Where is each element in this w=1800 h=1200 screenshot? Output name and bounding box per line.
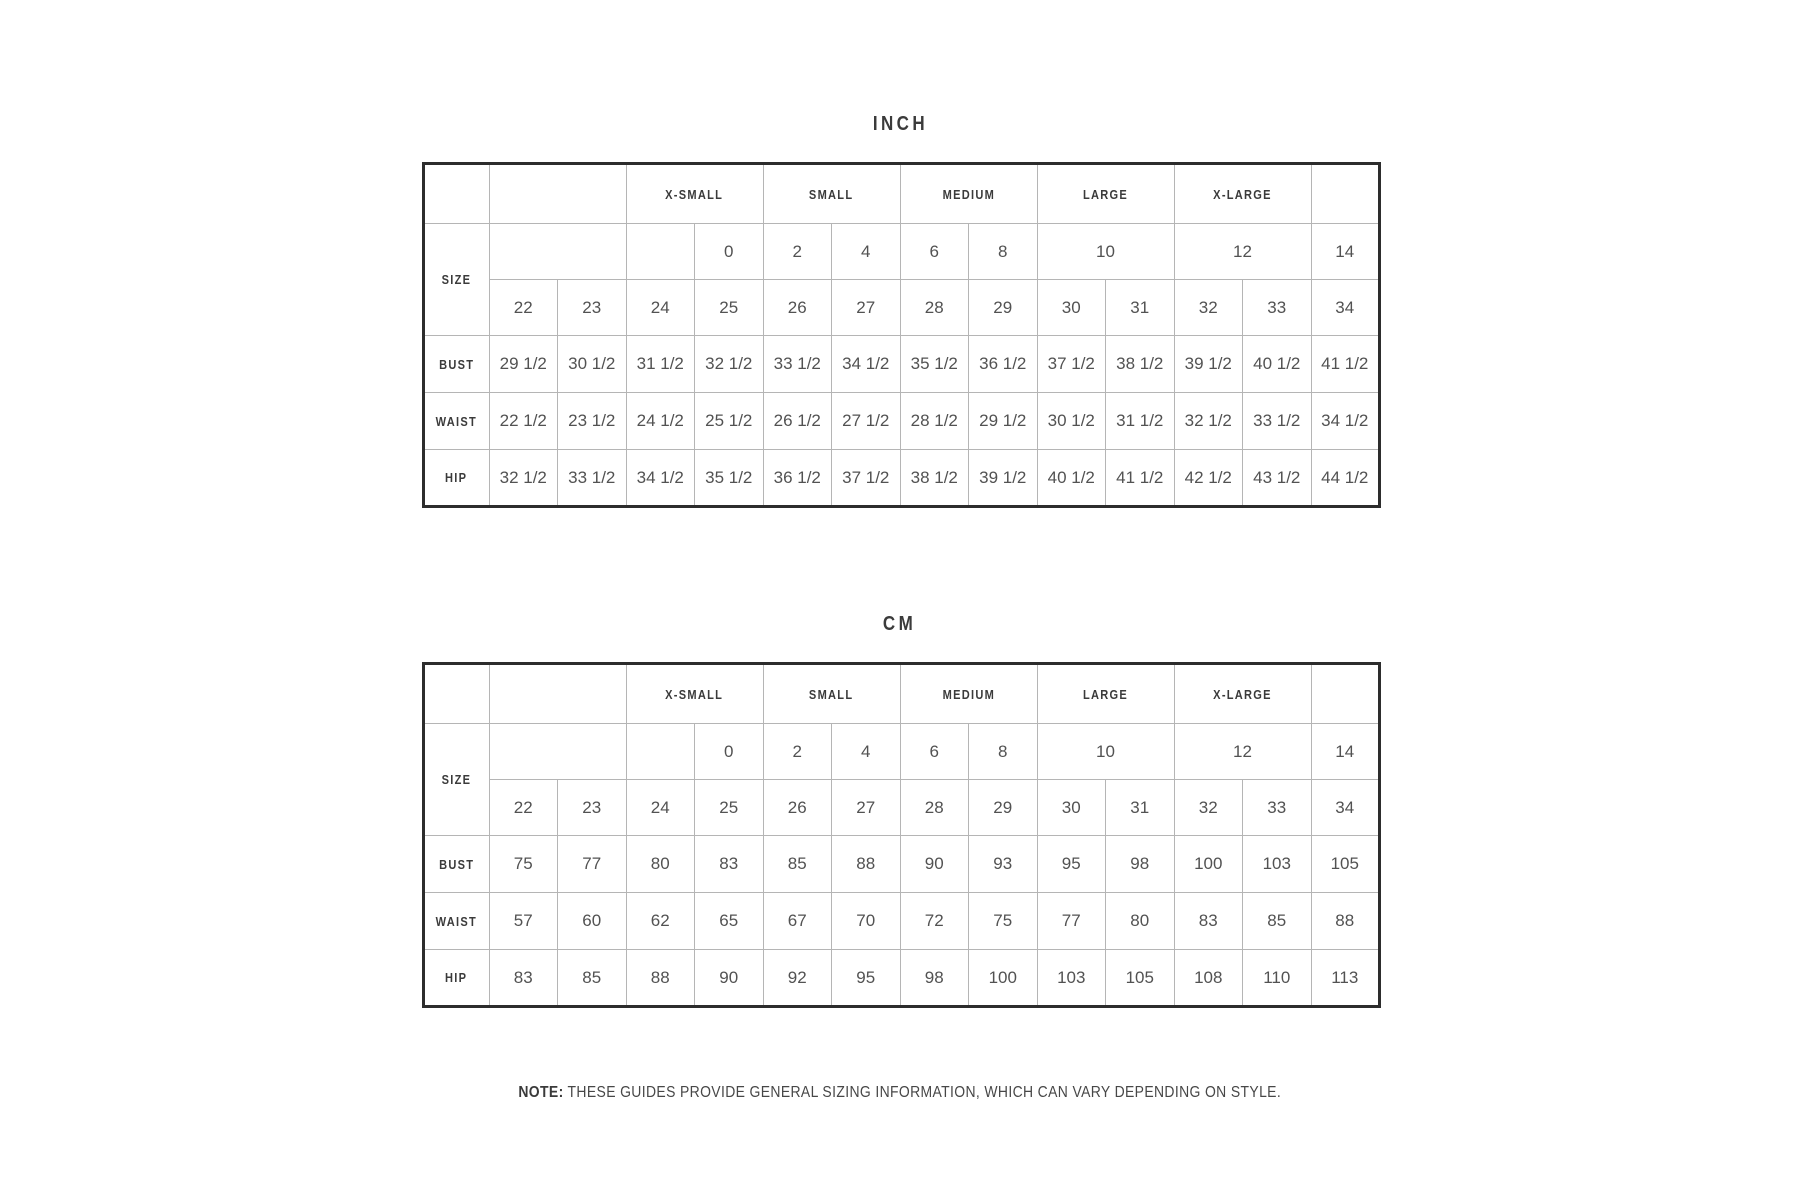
size-group-header (1037, 164, 1174, 224)
band-size-cell: 27 (832, 780, 901, 836)
bust-row (423, 836, 1380, 893)
waist-value-cell: 62 (626, 893, 695, 950)
band-size-cell: 32 (1174, 780, 1243, 836)
size-group-header-text: X-LARGE (1213, 686, 1272, 702)
bust-value-cell: 31 1/2 (626, 336, 695, 393)
row-label-bust (423, 836, 489, 893)
band-size-row (423, 280, 1380, 336)
row-label-hip-text: HIP (445, 970, 468, 985)
bust-value-cell: 38 1/2 (1106, 336, 1175, 393)
waist-value-cell: 33 1/2 (1243, 393, 1312, 450)
row-label-size-text: SIZE (441, 772, 472, 787)
numeric-size-cell: 6 (900, 724, 969, 780)
hip-value-cell: 38 1/2 (900, 450, 969, 507)
numeric-size-cell: 8 (969, 724, 1038, 780)
size-group-header-text: MEDIUM (942, 186, 995, 202)
numeric-size-cell: 0 (695, 224, 764, 280)
waist-value-cell: 67 (763, 893, 832, 950)
bust-value-cell: 37 1/2 (1037, 336, 1106, 393)
bust-value-cell: 30 1/2 (558, 336, 627, 393)
size-group-header (1174, 664, 1311, 724)
cm-size-table (422, 662, 1382, 1008)
row-label-waist (423, 393, 489, 450)
waist-value-cell: 23 1/2 (558, 393, 627, 450)
numeric-size-cell: 4 (832, 724, 901, 780)
band-size-cell: 22 (489, 780, 558, 836)
group-blank-cell (489, 164, 626, 224)
bust-value-cell: 77 (558, 836, 627, 893)
row-label-bust-text: BUST (438, 856, 475, 872)
bust-value-cell: 95 (1037, 836, 1106, 893)
band-size-cell: 26 (763, 280, 832, 336)
sizing-note-text (519, 1082, 1282, 1104)
waist-value-cell: 83 (1174, 893, 1243, 950)
band-size-row (423, 780, 1380, 836)
waist-value-cell: 25 1/2 (695, 393, 764, 450)
numeric-size-cell: 6 (900, 224, 969, 280)
band-size-cell: 31 (1106, 280, 1175, 336)
waist-row (423, 893, 1380, 950)
row-label-bust-text: BUST (438, 356, 475, 372)
hip-value-cell: 98 (900, 950, 969, 1007)
band-size-cell: 28 (900, 280, 969, 336)
band-size-cell: 24 (626, 780, 695, 836)
hip-value-cell: 105 (1106, 950, 1175, 1007)
hip-value-cell: 103 (1037, 950, 1106, 1007)
size-group-header (1037, 664, 1174, 724)
hip-value-cell: 39 1/2 (969, 450, 1038, 507)
row-label-waist-text: WAIST (435, 913, 478, 929)
hip-value-cell: 113 (1311, 950, 1380, 1007)
numeric-size-cell: 0 (695, 724, 764, 780)
waist-value-cell: 57 (489, 893, 558, 950)
bust-value-cell: 90 (900, 836, 969, 893)
numeric-size-cell: 8 (969, 224, 1038, 280)
hip-value-cell: 37 1/2 (832, 450, 901, 507)
numeric-size-cell: 14 (1311, 724, 1380, 780)
band-size-cell: 33 (1243, 280, 1312, 336)
size-group-header (626, 664, 763, 724)
hip-value-cell: 108 (1174, 950, 1243, 1007)
hip-value-cell: 43 1/2 (1243, 450, 1312, 507)
bust-value-cell: 75 (489, 836, 558, 893)
band-size-cell: 22 (489, 280, 558, 336)
row-label-waist-text: WAIST (435, 413, 478, 429)
hip-value-cell: 85 (558, 950, 627, 1007)
size-group-header-text: MEDIUM (942, 686, 995, 702)
row-label-size-text: SIZE (441, 272, 472, 287)
bust-value-cell: 85 (763, 836, 832, 893)
band-size-cell: 30 (1037, 280, 1106, 336)
waist-value-cell: 22 1/2 (489, 393, 558, 450)
waist-value-cell: 32 1/2 (1174, 393, 1243, 450)
waist-value-cell: 34 1/2 (1311, 393, 1380, 450)
band-size-cell: 31 (1106, 780, 1175, 836)
band-size-cell: 29 (969, 280, 1038, 336)
hip-value-cell: 95 (832, 950, 901, 1007)
group-blank-cell (489, 664, 626, 724)
group-header-row (423, 664, 1380, 724)
hip-row (423, 950, 1380, 1007)
band-size-cell: 23 (558, 780, 627, 836)
hip-value-cell: 88 (626, 950, 695, 1007)
bust-value-cell: 100 (1174, 836, 1243, 893)
waist-value-cell: 60 (558, 893, 627, 950)
numeric-size-cell: 2 (763, 724, 832, 780)
band-size-cell: 26 (763, 780, 832, 836)
numeric-size-cell: 10 (1037, 724, 1174, 780)
hip-value-cell: 92 (763, 950, 832, 1007)
bust-value-cell: 80 (626, 836, 695, 893)
size-group-header-text: LARGE (1082, 686, 1129, 702)
waist-value-cell: 27 1/2 (832, 393, 901, 450)
size-guide-page (422, 0, 1379, 1104)
size-group-header (900, 664, 1037, 724)
numeric-size-blank-cell (489, 224, 626, 280)
waist-value-cell: 88 (1311, 893, 1380, 950)
bust-value-cell: 34 1/2 (832, 336, 901, 393)
hip-value-cell: 110 (1243, 950, 1312, 1007)
hip-row (423, 450, 1380, 507)
bust-value-cell: 39 1/2 (1174, 336, 1243, 393)
numeric-size-cell: 14 (1311, 224, 1380, 280)
group-blank-cell (1311, 164, 1380, 224)
corner-blank-cell (423, 664, 489, 724)
row-label-bust (423, 336, 489, 393)
note-body: THESE GUIDES PROVIDE GENERAL SIZING INFORMATION, WHICH CAN VARY DEPENDING ON STYLE. (563, 1084, 1282, 1101)
size-group-header-text: X-SMALL (665, 686, 724, 702)
hip-value-cell: 44 1/2 (1311, 450, 1380, 507)
hip-value-cell: 83 (489, 950, 558, 1007)
row-label-hip-text: HIP (445, 470, 468, 485)
corner-blank-cell (423, 164, 489, 224)
band-size-cell: 30 (1037, 780, 1106, 836)
sizing-note (422, 1082, 1379, 1104)
size-group-header-text: X-SMALL (665, 186, 724, 202)
size-group-header (1174, 164, 1311, 224)
band-size-cell: 25 (695, 280, 764, 336)
waist-value-cell: 85 (1243, 893, 1312, 950)
bust-value-cell: 105 (1311, 836, 1380, 893)
band-size-cell: 32 (1174, 280, 1243, 336)
row-label-hip (423, 950, 489, 1007)
note-label: NOTE: (518, 1084, 564, 1101)
numeric-size-cell: 12 (1174, 724, 1311, 780)
row-label-waist (423, 893, 489, 950)
band-size-cell: 34 (1311, 280, 1380, 336)
waist-value-cell: 28 1/2 (900, 393, 969, 450)
hip-value-cell: 35 1/2 (695, 450, 764, 507)
hip-value-cell: 41 1/2 (1106, 450, 1175, 507)
size-group-header-text: LARGE (1082, 186, 1129, 202)
row-label-size (423, 724, 489, 836)
inch-size-table (422, 162, 1382, 508)
row-label-size (423, 224, 489, 336)
hip-value-cell: 42 1/2 (1174, 450, 1243, 507)
size-group-header (626, 164, 763, 224)
bust-value-cell: 40 1/2 (1243, 336, 1312, 393)
numeric-size-row (423, 224, 1380, 280)
bust-value-cell: 29 1/2 (489, 336, 558, 393)
waist-value-cell: 26 1/2 (763, 393, 832, 450)
bust-row (423, 336, 1380, 393)
group-header-row (423, 164, 1380, 224)
waist-value-cell: 70 (832, 893, 901, 950)
numeric-size-blank-cell (489, 724, 626, 780)
band-size-cell: 29 (969, 780, 1038, 836)
size-group-header-text: X-LARGE (1213, 186, 1272, 202)
hip-value-cell: 34 1/2 (626, 450, 695, 507)
numeric-size-cell: 2 (763, 224, 832, 280)
size-group-header-text: SMALL (809, 686, 854, 702)
group-blank-cell (1311, 664, 1380, 724)
waist-value-cell: 29 1/2 (969, 393, 1038, 450)
band-size-cell: 23 (558, 280, 627, 336)
size-group-header (763, 664, 900, 724)
inch-table-title (422, 0, 1379, 136)
bust-value-cell: 41 1/2 (1311, 336, 1380, 393)
band-size-cell: 34 (1311, 780, 1380, 836)
bust-value-cell: 33 1/2 (763, 336, 832, 393)
waist-value-cell: 31 1/2 (1106, 393, 1175, 450)
bust-value-cell: 83 (695, 836, 764, 893)
bust-value-cell: 93 (969, 836, 1038, 893)
hip-value-cell: 100 (969, 950, 1038, 1007)
numeric-size-row (423, 724, 1380, 780)
cm-title-text: CM (883, 613, 917, 635)
hip-value-cell: 36 1/2 (763, 450, 832, 507)
size-group-header-text: SMALL (809, 186, 854, 202)
hip-value-cell: 32 1/2 (489, 450, 558, 507)
bust-value-cell: 32 1/2 (695, 336, 764, 393)
waist-row (423, 393, 1380, 450)
row-label-hip (423, 450, 489, 507)
waist-value-cell: 30 1/2 (1037, 393, 1106, 450)
band-size-cell: 25 (695, 780, 764, 836)
bust-value-cell: 36 1/2 (969, 336, 1038, 393)
inch-title-text: INCH (872, 113, 928, 135)
numeric-size-blank-cell (626, 724, 695, 780)
waist-value-cell: 24 1/2 (626, 393, 695, 450)
cm-table-title (422, 508, 1379, 636)
waist-value-cell: 75 (969, 893, 1038, 950)
waist-value-cell: 65 (695, 893, 764, 950)
size-group-header (900, 164, 1037, 224)
size-group-header (763, 164, 900, 224)
band-size-cell: 33 (1243, 780, 1312, 836)
numeric-size-cell: 10 (1037, 224, 1174, 280)
hip-value-cell: 40 1/2 (1037, 450, 1106, 507)
band-size-cell: 28 (900, 780, 969, 836)
waist-value-cell: 72 (900, 893, 969, 950)
band-size-cell: 27 (832, 280, 901, 336)
bust-value-cell: 103 (1243, 836, 1312, 893)
hip-value-cell: 33 1/2 (558, 450, 627, 507)
band-size-cell: 24 (626, 280, 695, 336)
bust-value-cell: 35 1/2 (900, 336, 969, 393)
waist-value-cell: 77 (1037, 893, 1106, 950)
bust-value-cell: 98 (1106, 836, 1175, 893)
numeric-size-cell: 12 (1174, 224, 1311, 280)
numeric-size-blank-cell (626, 224, 695, 280)
hip-value-cell: 90 (695, 950, 764, 1007)
bust-value-cell: 88 (832, 836, 901, 893)
waist-value-cell: 80 (1106, 893, 1175, 950)
numeric-size-cell: 4 (832, 224, 901, 280)
